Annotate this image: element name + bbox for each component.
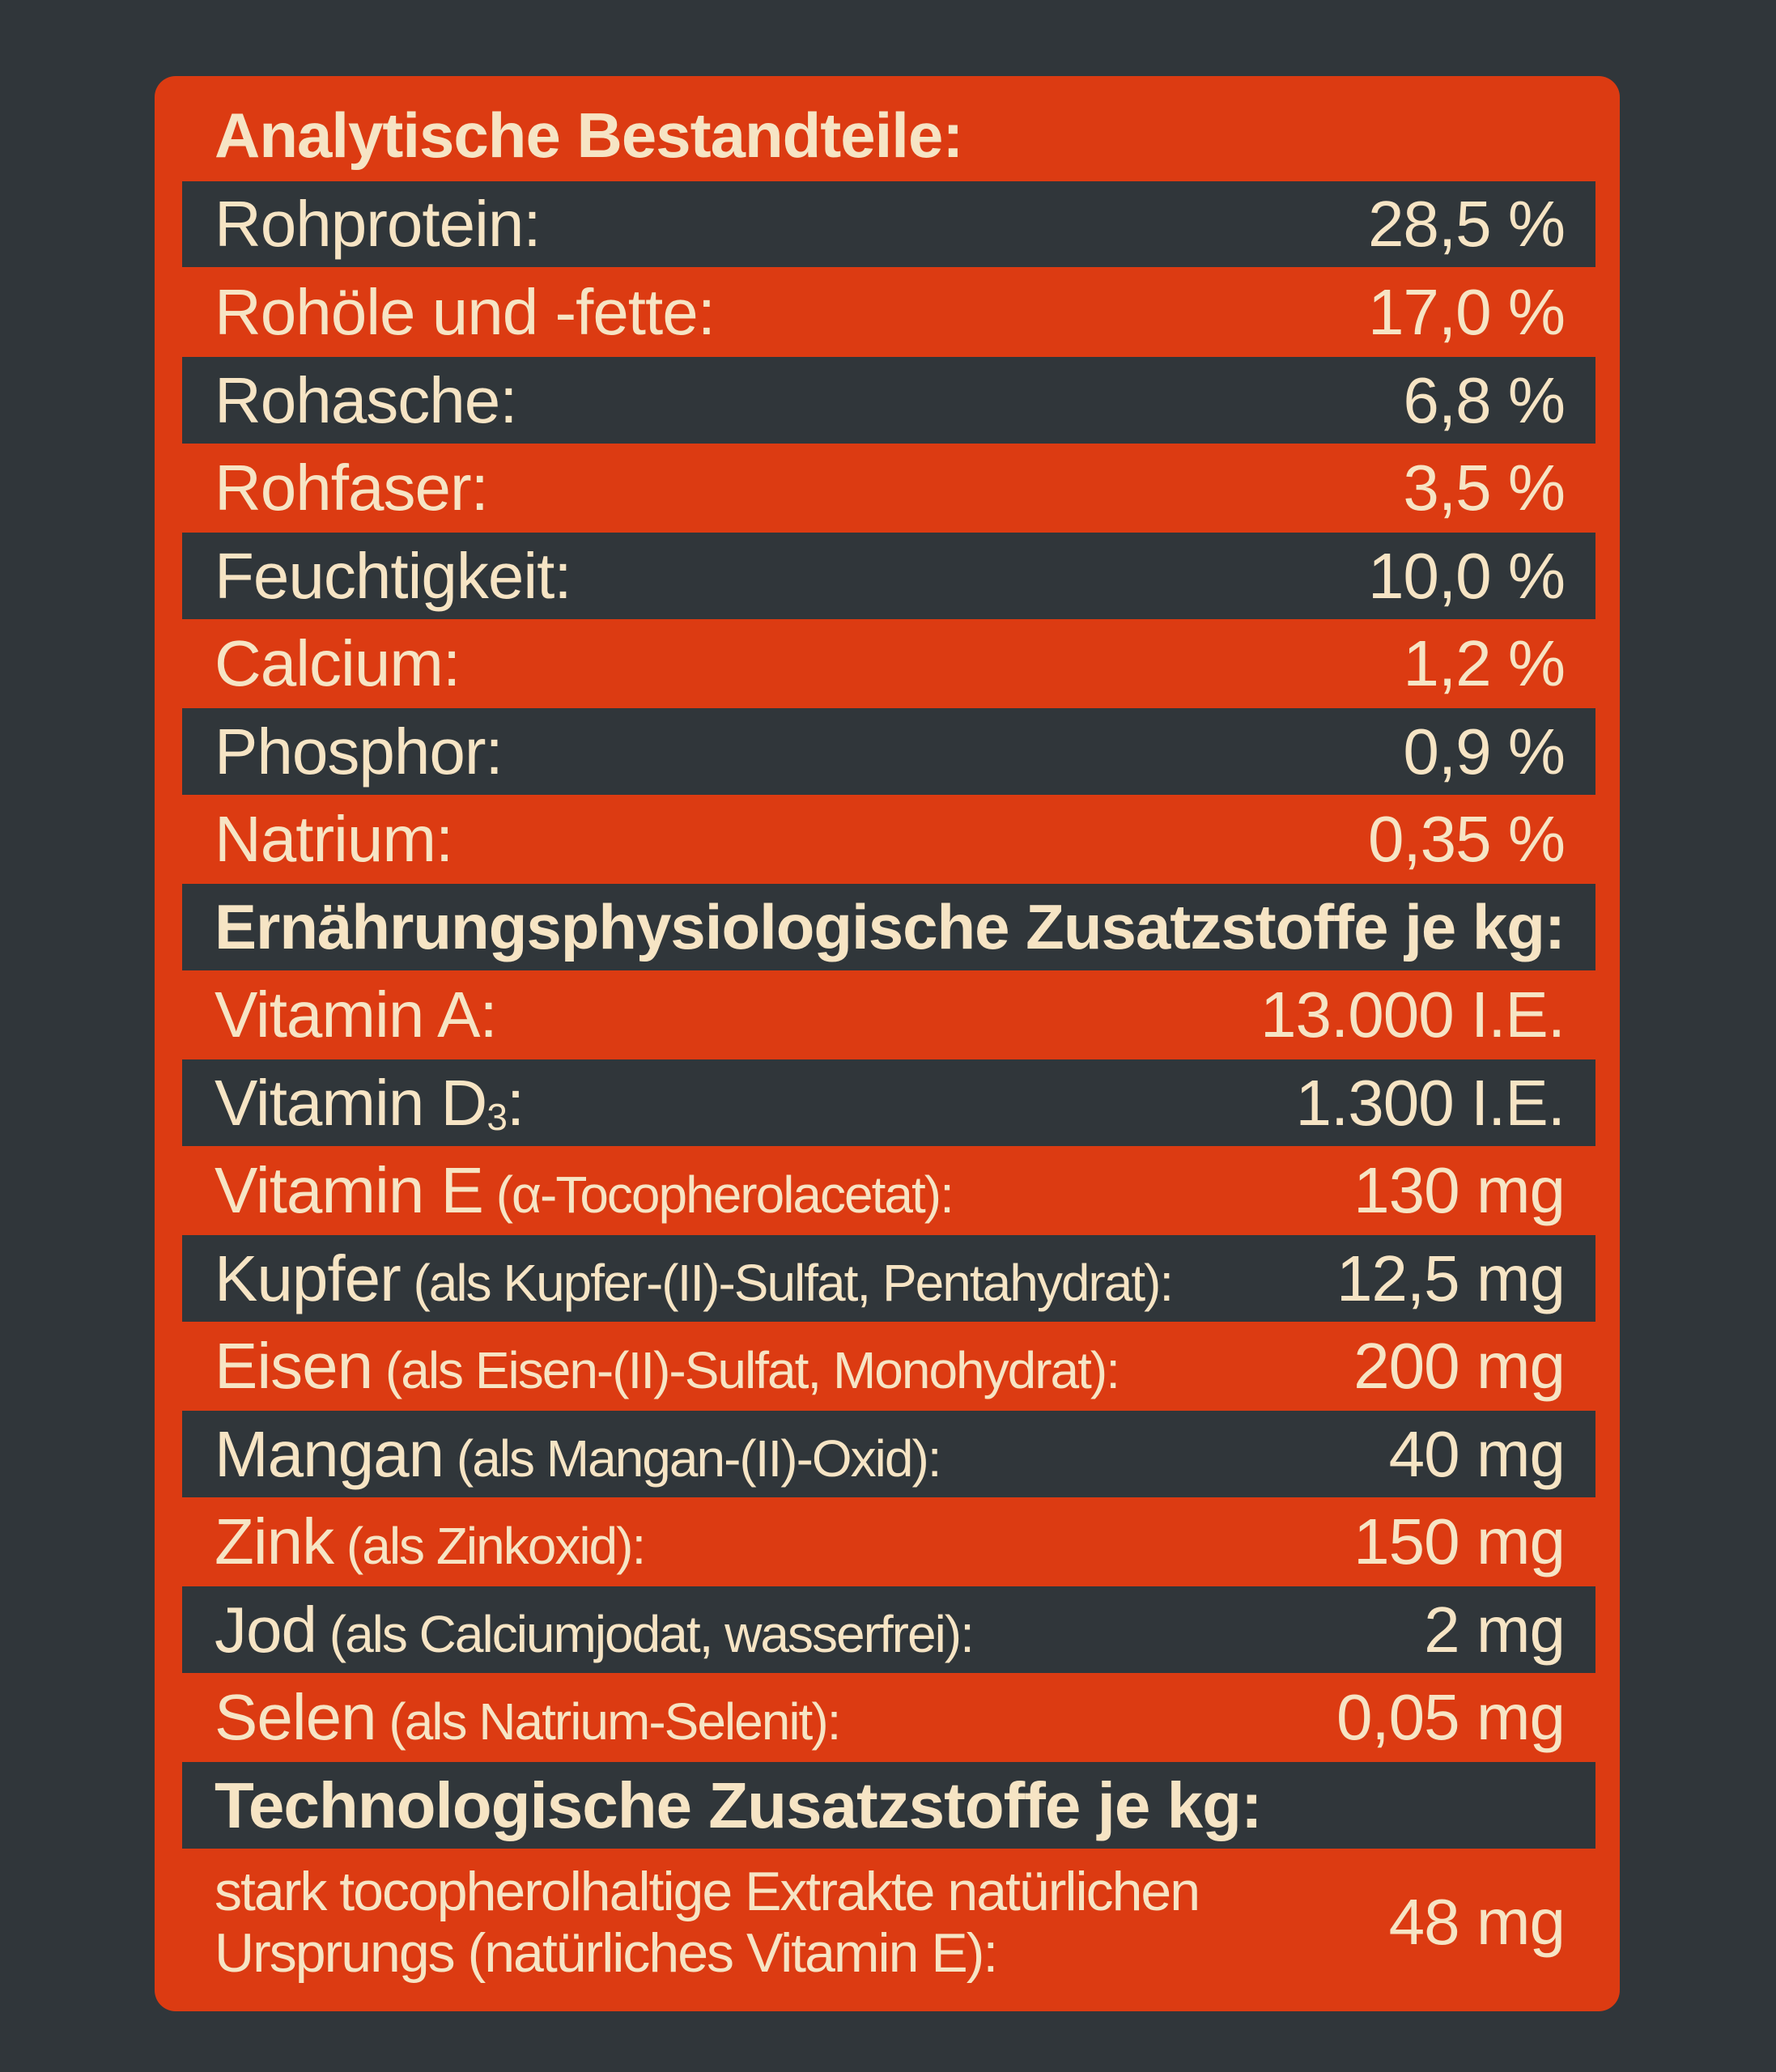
row-value: 17,0 %	[1367, 276, 1565, 348]
row-label-main: Selen	[215, 1681, 376, 1753]
row-value: 6,8 %	[1403, 363, 1565, 436]
row-label-main: Jod	[215, 1593, 317, 1666]
table-row	[182, 620, 1595, 707]
row-label-main: Mangan	[215, 1417, 444, 1490]
table-row	[182, 1498, 1595, 1586]
row-value: 130 mg	[1353, 1154, 1565, 1226]
row-label-main: Eisen	[215, 1330, 373, 1402]
row-label-colon: :	[506, 1066, 525, 1139]
row-label: Rohprotein:	[215, 188, 541, 260]
row-value: 200 mg	[1353, 1330, 1565, 1402]
row-label: Calcium:	[215, 627, 461, 699]
analytic-heading: Analytische Bestandteile:	[215, 99, 963, 171]
row-label	[215, 1417, 941, 1490]
row-label: Feuchtigkeit:	[215, 539, 571, 612]
row-label-subscript: 3	[486, 1095, 507, 1138]
table-row	[182, 181, 1595, 267]
table-row	[182, 708, 1595, 795]
row-label	[215, 1505, 645, 1577]
row-value: 1,2 %	[1403, 627, 1565, 699]
table-row	[182, 1586, 1595, 1673]
row-value: 48 mg	[1388, 1886, 1565, 1958]
table-row	[182, 533, 1595, 619]
table-row	[182, 1849, 1595, 1995]
table-row	[182, 444, 1595, 532]
table-row	[182, 1147, 1595, 1234]
row-label-main: Vitamin A:	[215, 979, 497, 1051]
row-label	[215, 1681, 840, 1753]
row-label-note: (α-Tocopherolacetat):	[482, 1166, 953, 1224]
row-value: 0,9 %	[1403, 715, 1565, 788]
row-label-main: Vitamin D	[215, 1066, 487, 1139]
table-row	[182, 971, 1595, 1059]
table-row	[182, 796, 1595, 883]
row-label: Natrium:	[215, 803, 453, 875]
row-label	[215, 1593, 973, 1666]
row-label-main: Zink	[215, 1505, 334, 1577]
row-label-note: (als Natrium-Selenit):	[376, 1692, 840, 1751]
row-label: Rohfaser:	[215, 452, 488, 524]
section-heading-technological	[182, 1762, 1595, 1849]
row-label-note: (als Eisen-(II)-Sulfat, Monohydrat):	[372, 1341, 1119, 1399]
row-label: Phosphor:	[215, 715, 503, 788]
row-value: 150 mg	[1353, 1505, 1565, 1577]
table-row	[182, 1235, 1595, 1322]
row-label	[215, 1154, 953, 1226]
row-label	[215, 1861, 1199, 1984]
row-label: Rohasche:	[215, 363, 517, 436]
row-value: 3,5 %	[1403, 452, 1565, 524]
row-value: 0,35 %	[1367, 803, 1565, 875]
row-label-note: (als Zinkoxid):	[334, 1517, 645, 1575]
row-value: 12,5 mg	[1336, 1242, 1565, 1314]
row-value: 1.300 I.E.	[1295, 1066, 1565, 1139]
row-label-note: (als Calciumjodat, wasserfrei):	[316, 1604, 973, 1663]
row-label: Rohöle und -fette:	[215, 276, 715, 348]
row-value: 10,0 %	[1367, 539, 1565, 612]
table-row	[182, 1323, 1595, 1410]
row-label-line1: stark tocopherolhaltige Extrakte natürlichen	[215, 1861, 1200, 1922]
row-label-main: Kupfer	[215, 1242, 401, 1314]
row-value: 13.000 I.E.	[1260, 979, 1565, 1051]
nutritional-heading: Ernährungsphysiologische Zusatzstoffe je kg:	[215, 891, 1565, 962]
row-label-note: (als Kupfer-(II)-Sulfat, Pentahydrat):	[400, 1253, 1173, 1312]
table-row	[182, 1411, 1595, 1497]
technological-heading: Technologische Zusatzstoffe je kg:	[215, 1768, 1262, 1841]
row-value: 0,05 mg	[1336, 1681, 1565, 1753]
row-label	[215, 1242, 1173, 1314]
row-label	[215, 979, 497, 1051]
table-row	[182, 357, 1595, 444]
table-row	[182, 1674, 1595, 1761]
table-row	[182, 269, 1595, 356]
section-heading-analytic	[182, 91, 1595, 180]
row-value: 2 mg	[1424, 1593, 1565, 1666]
table-row	[182, 1059, 1595, 1146]
row-label-note: (als Mangan-(II)-Oxid):	[444, 1429, 941, 1488]
row-value: 28,5 %	[1367, 188, 1565, 260]
row-value: 40 mg	[1388, 1417, 1565, 1490]
row-label-line2: Ursprungs (natürliches Vitamin E):	[215, 1922, 997, 1984]
section-heading-nutritional	[182, 884, 1595, 970]
row-label-main: Vitamin E	[215, 1154, 483, 1226]
row-label	[215, 1330, 1119, 1402]
row-label	[215, 1066, 525, 1139]
